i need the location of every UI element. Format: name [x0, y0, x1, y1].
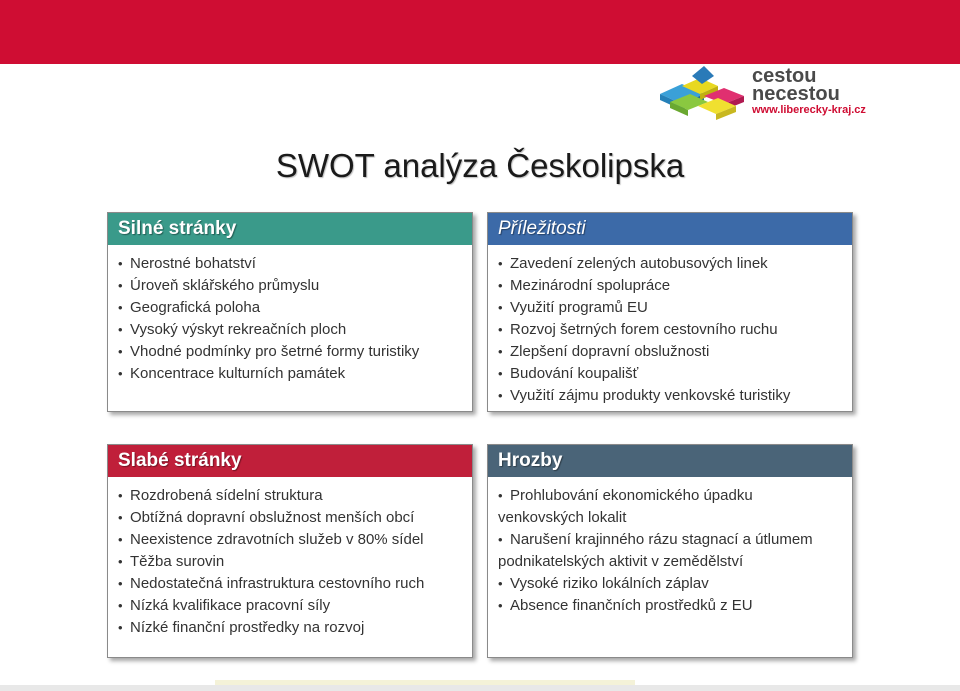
list-item: • Vysoké riziko lokálních záplav	[498, 575, 709, 592]
weaknesses-box	[107, 444, 473, 658]
threats-header: Hrozby	[488, 445, 852, 477]
strengths-list	[108, 245, 472, 385]
list-item: • Koncentrace kulturních památek	[118, 365, 346, 382]
opportunities-header: Příležitosti	[488, 213, 852, 245]
bottom-bar	[0, 685, 960, 691]
list-item: • Úroveň sklářského průmyslu	[118, 277, 320, 294]
weaknesses-list	[108, 477, 472, 639]
list-item: • Zlepšení dopravní obslužnosti	[498, 343, 710, 360]
list-item: • Využití zájmu produkty venkovské turistiky	[498, 387, 791, 404]
strengths-header: Silné stránky	[108, 213, 472, 245]
page-title: SWOT analýza Českolipska	[275, 147, 685, 184]
weaknesses-header: Slabé stránky	[108, 445, 472, 477]
list-item: • Vhodné podmínky pro šetrné formy turistiky	[118, 343, 420, 360]
list-item: • Obtížná dopravní obslužnost menších obcí	[118, 509, 415, 526]
opportunities-list	[488, 245, 852, 407]
logo-url: www.liberecky-kraj.cz	[752, 104, 866, 116]
list-item: • Narušení krajinného rázu stagnací a útlumem podnikatelských aktivit v zemědělství	[498, 531, 813, 570]
threats-list	[488, 477, 852, 617]
top-banner	[0, 0, 960, 64]
list-item: • Nízká kvalifikace pracovní síly	[118, 597, 331, 614]
list-item: • Prohlubování ekonomického úpadku venkovských lokalit	[498, 487, 753, 526]
list-item: • Absence finančních prostředků z EU	[498, 597, 753, 614]
logo-line1: cestou	[752, 65, 817, 87]
list-item: • Nedostatečná infrastruktura cestovního ruch	[118, 575, 425, 592]
list-item: • Nízké finanční prostředky na rozvoj	[118, 619, 365, 636]
list-item: • Budování koupališť	[498, 365, 639, 382]
list-item: • Využití programů EU	[498, 299, 648, 316]
threats-box	[487, 444, 853, 658]
list-item: • Mezinárodní spolupráce	[498, 277, 671, 294]
list-item: • Rozvoj šetrných forem cestovního ruchu	[498, 321, 778, 338]
list-item: • Nerostné bohatství	[118, 255, 256, 272]
logo-line2: necestou	[752, 83, 840, 105]
list-item: • Neexistence zdravotních služeb v 80% sídel	[118, 531, 424, 548]
list-item: • Zavedení zelených autobusových linek	[498, 255, 768, 272]
strengths-box	[107, 212, 473, 412]
list-item: • Vysoký výskyt rekreačních ploch	[118, 321, 347, 338]
list-item: • Těžba surovin	[118, 553, 225, 570]
opportunities-box	[487, 212, 853, 412]
list-item: • Geografická poloha	[118, 299, 261, 316]
list-item: • Rozdrobená sídelní struktura	[118, 487, 323, 504]
